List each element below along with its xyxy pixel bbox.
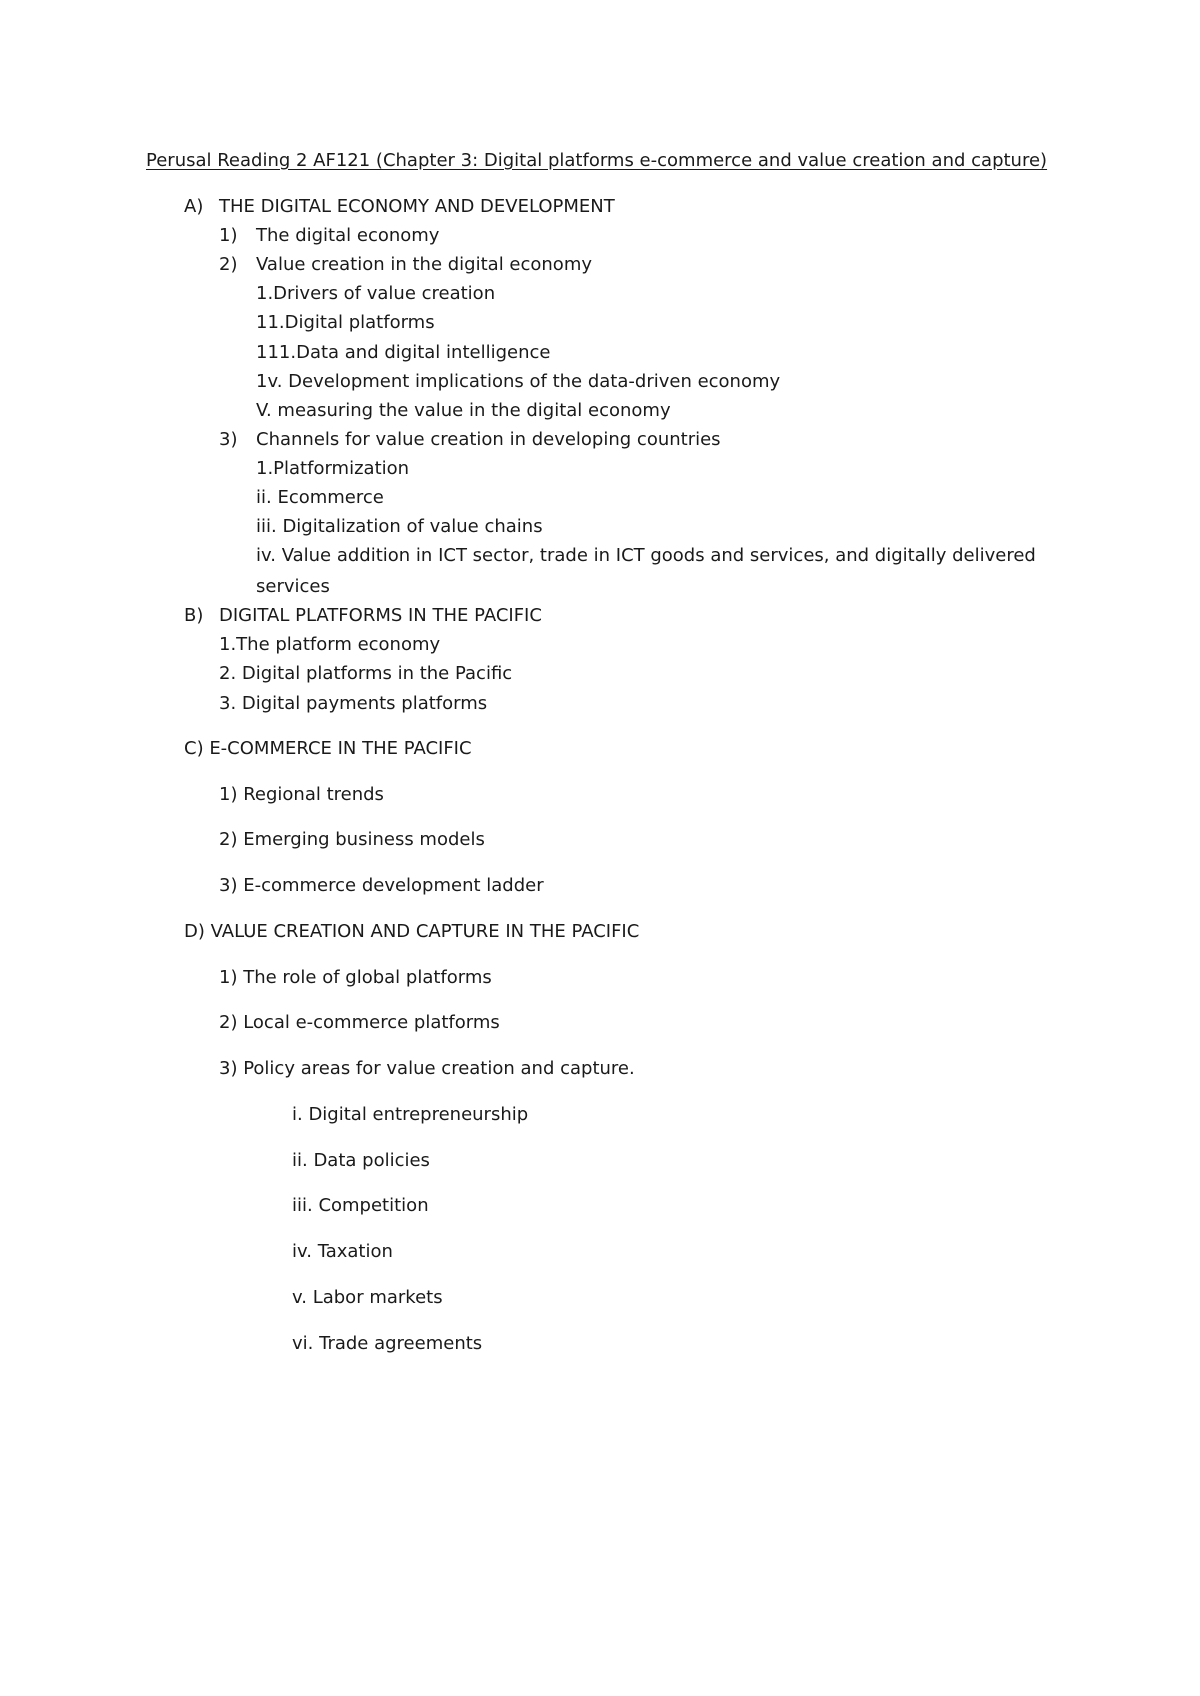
section-a-marker: A) [184,196,204,217]
section-c-item-2: 2) Emerging business models [219,829,485,850]
policy-area-2: ii. Data policies [292,1150,430,1171]
section-b-item-2: 2. Digital platforms in the Pacific [219,663,513,684]
document-title: Perusal Reading 2 AF121 (Chapter 3: Digital platforms e-commerce and value creation and capture) [146,150,1048,171]
policy-area-4: iv. Taxation [292,1241,393,1262]
section-b-item-1: 1.The platform economy [219,634,441,655]
section-c-item-1: 1) Regional trends [219,784,384,805]
policy-area-5: v. Labor markets [292,1287,443,1308]
section-b-item-3: 3. Digital payments platforms [219,693,488,714]
section-a-sub-2-4: 1v. Development implications of the data-driven economy [256,371,781,392]
section-d-item-1: 1) The role of global platforms [219,967,492,988]
section-a-item-1-marker: 1) [219,225,238,246]
section-a-sub-3-1: 1.Platformization [256,458,410,479]
section-a-item-1: The digital economy [256,225,440,246]
section-b-marker: B) [184,605,204,626]
section-a-sub-2-3: 111.Data and digital intelligence [256,342,551,363]
section-d-item-2: 2) Local e-commerce platforms [219,1012,500,1033]
section-a-item-3-marker: 3) [219,429,238,450]
policy-area-6: vi. Trade agreements [292,1333,483,1354]
policy-area-3: iii. Competition [292,1195,429,1216]
section-a-sub-2-1: 1.Drivers of value creation [256,283,496,304]
section-a-sub-3-4-continued: services [256,576,330,597]
section-b-heading: DIGITAL PLATFORMS IN THE PACIFIC [219,605,542,626]
section-a-sub-3-3: iii. Digitalization of value chains [256,516,543,537]
section-a-sub-3-2: ii. Ecommerce [256,487,384,508]
section-a-item-3: Channels for value creation in developing countries [256,429,721,450]
section-a-item-2-marker: 2) [219,254,238,275]
section-d-item-3: 3) Policy areas for value creation and capture. [219,1058,635,1079]
section-a-sub-3-4: iv. Value addition in ICT sector, trade in ICT goods and services, and digitally delivered [256,545,1036,566]
section-d-heading: D) VALUE CREATION AND CAPTURE IN THE PACIFIC [184,921,640,942]
section-c-item-3: 3) E-commerce development ladder [219,875,544,896]
section-a-sub-2-2: 11.Digital platforms [256,312,435,333]
section-c-heading: C) E-COMMERCE IN THE PACIFIC [184,738,472,759]
section-a-sub-2-5: V. measuring the value in the digital economy [256,400,671,421]
section-a-heading: THE DIGITAL ECONOMY AND DEVELOPMENT [219,196,615,217]
policy-area-1: i. Digital entrepreneurship [292,1104,529,1125]
section-a-item-2: Value creation in the digital economy [256,254,593,275]
